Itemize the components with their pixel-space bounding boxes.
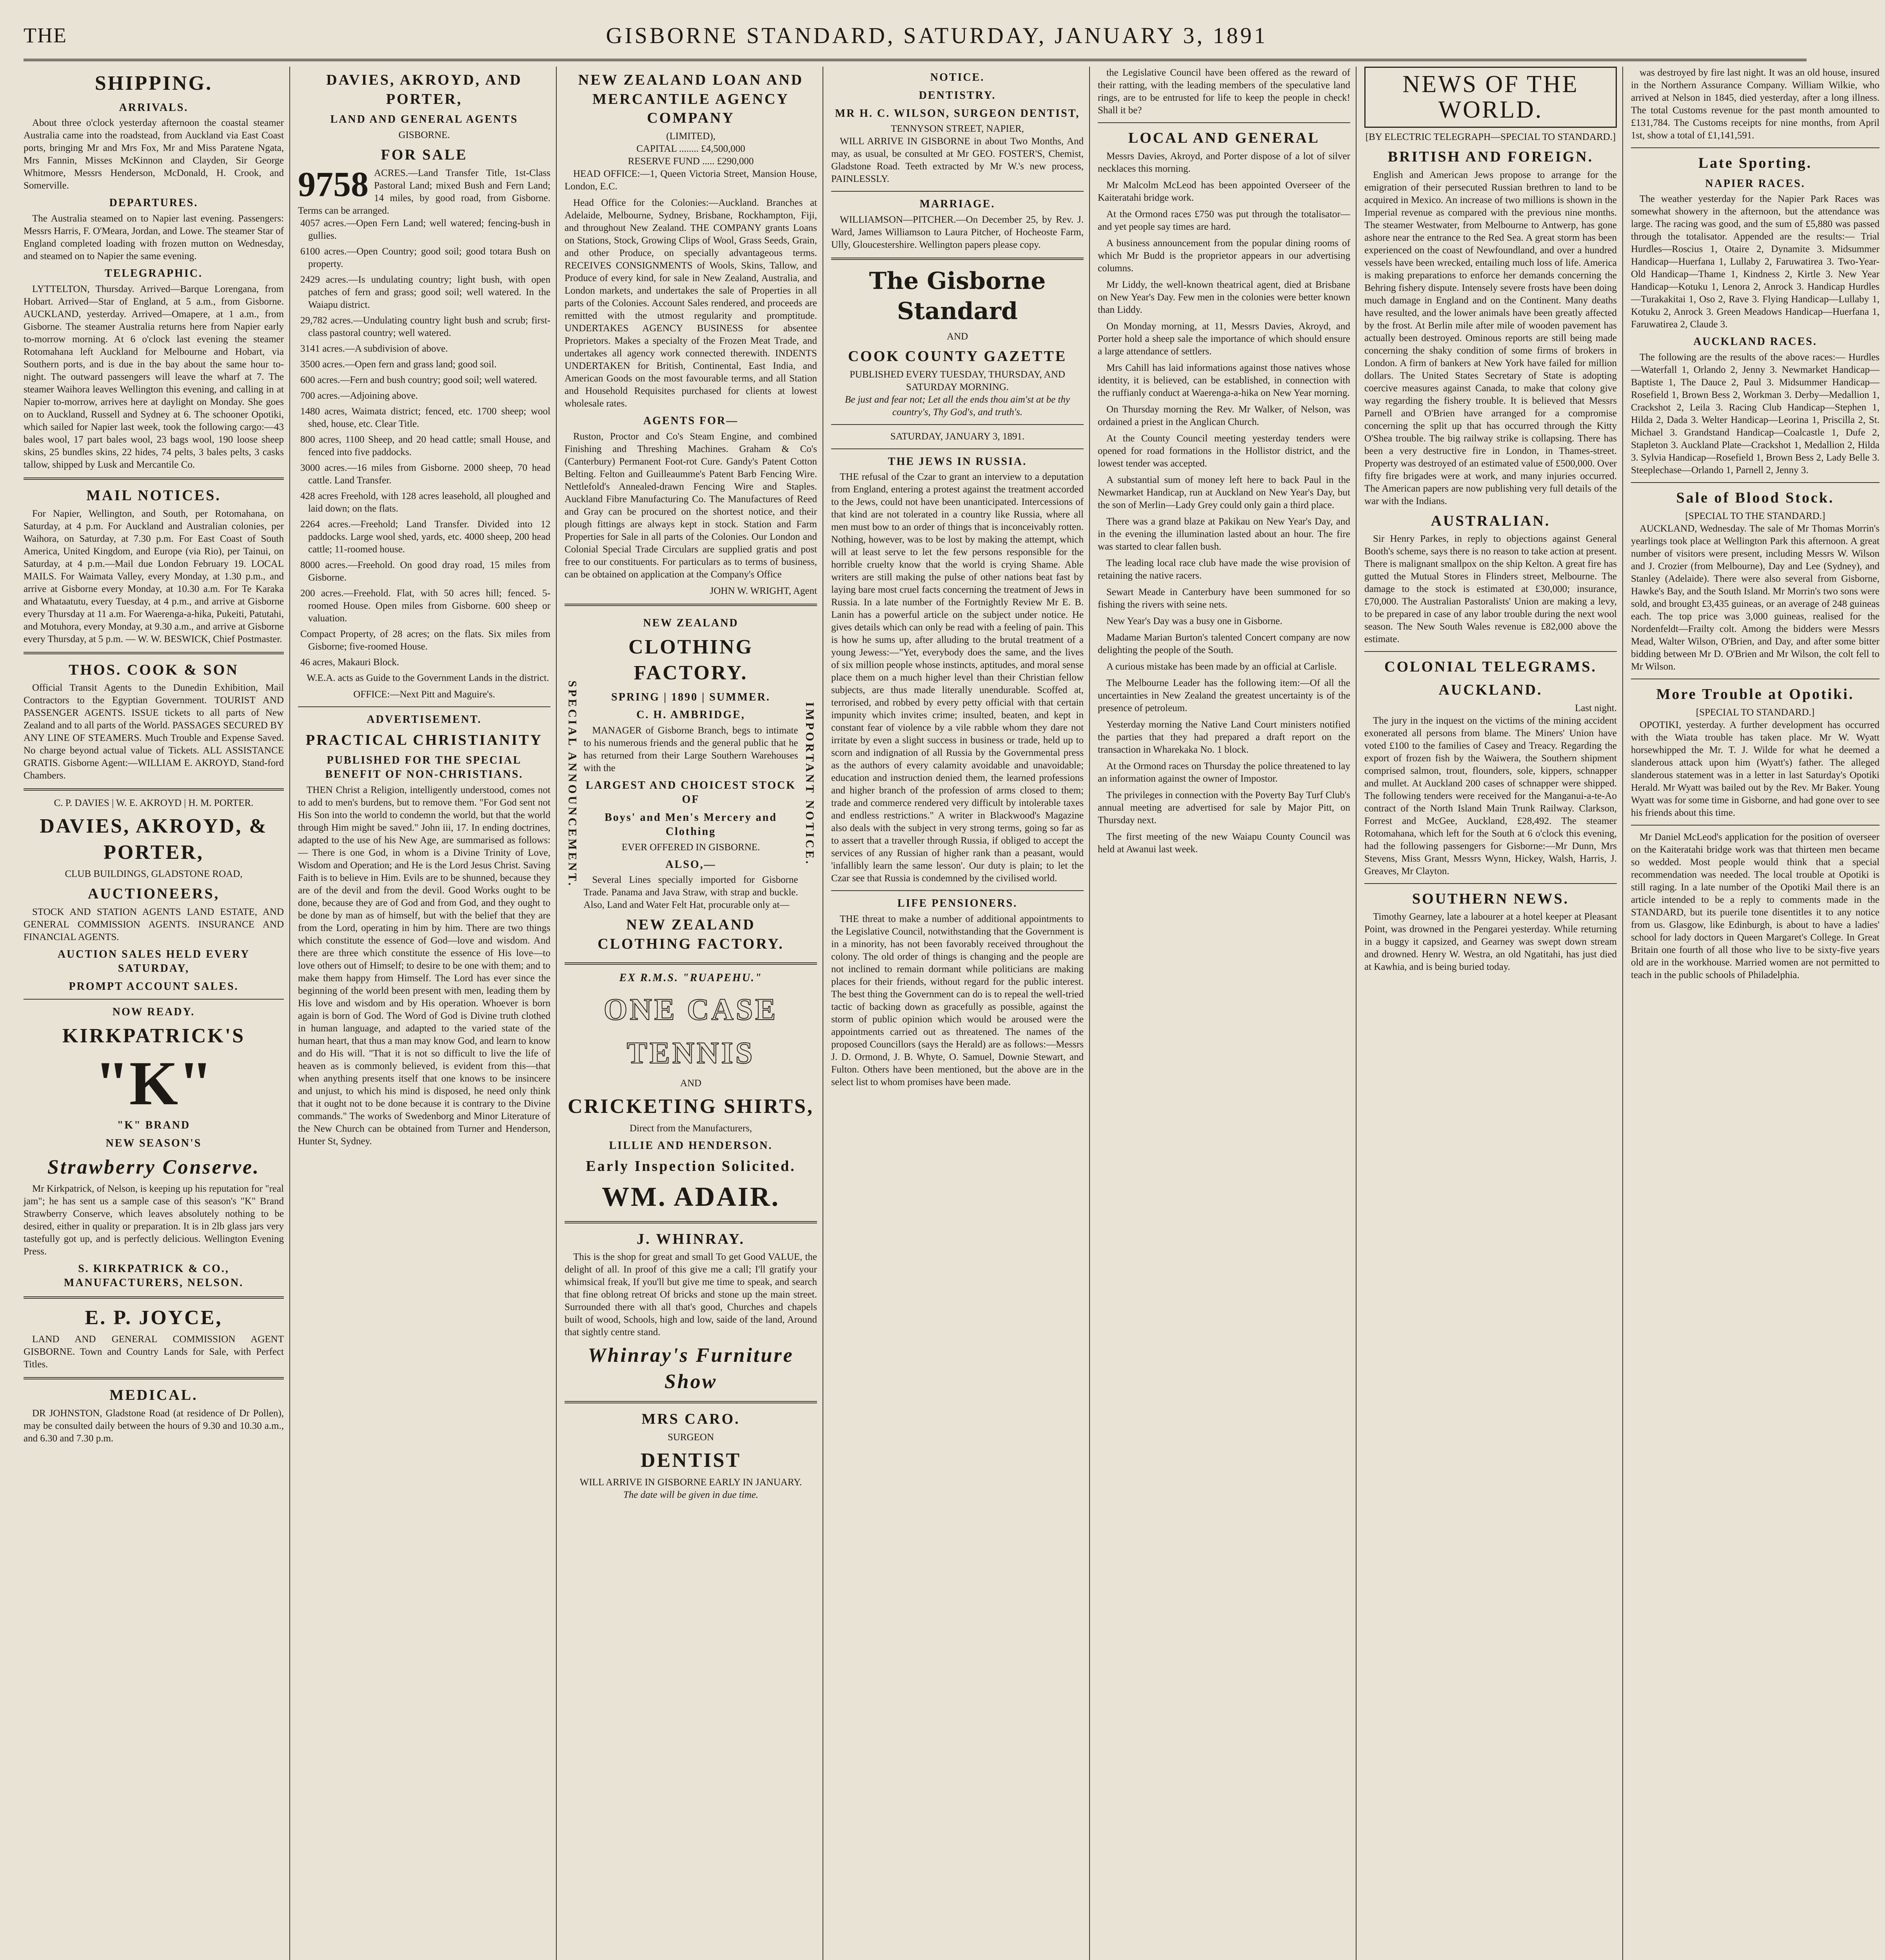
departures-heading: DEPARTURES. bbox=[109, 197, 198, 209]
leader-continued: the Legislative Council have been offered as the reward of their ratting, with the leading members of the speculative land rings, are to be entrusted for life to keep the people in check! Shall it be? bbox=[1098, 67, 1350, 116]
late-sporting-heading: Late Sporting. bbox=[1698, 155, 1812, 171]
local-item: Sewart Meade in Canterbury have been summoned for so fishing the rivers with seine nets. bbox=[1098, 586, 1350, 610]
adair-sign: WM. ADAIR. bbox=[601, 1182, 780, 1212]
joyce-text: LAND AND GENERAL COMMISSION AGENT GISBORNE. Town and Country Lands for Sale, with Perfect Titles. bbox=[24, 1334, 284, 1370]
auckland-races-text: The following are the results of the above races:— Hurdles—Waterfall 1, Orlando 2, Jenny 3. Newmarket Handicap—Baptiste 1, The Dauce 2, Paul 3. Midsummer Handicap—Rosefield 1, Brown Bess 2, Workman 3. Derby—Medallion 1, Crackshot 2, Leila 3. Racing Club Handicap—Stephen 1, Hilda 2, Dada 3. Welter Handicap—Leorina 1, Priscilla 2, St. Michael 3. Grandstand Handicap—Coalcastle 1, Dufe 2, Stapleton 3. Auckland Plate—Crackshot 1, Medallion 2, Hilda 3. Sylvia Handicap—Rosefield 1, Brown Bess 2, Lady Belle 3. Steeplechase—Orlando 1, Parnell 2, Jenny 3. bbox=[1631, 352, 1880, 476]
lot: 600 acres.—Fern and bush country; good soil; well watered. bbox=[300, 374, 538, 385]
ad-label: ADVERTISEMENT. bbox=[367, 713, 482, 726]
kirkpatrick-text: Mr Kirkpatrick, of Nelson, is keeping up his reputation for "real jam"; he has sent us a sample case of this season's "K" Brand Strawberry Conserve, which leaves absolutely nothing to be desired, either in quality or preparation. It is in 2lb glass jars very tastefully got up, and is perfectly delicious. Wellington Evening Press. bbox=[24, 1183, 284, 1257]
paper-motto: Be just and fear not; Let all the ends thou aim'st at be thy country's, Thy God's, and truth's. bbox=[844, 394, 1070, 417]
local-item: There was a grand blaze at Pakikau on New Year's Day, and in the evening the illumination lasted about an hour. The fire was started to clear fallen bush. bbox=[1098, 516, 1350, 552]
divider bbox=[24, 1377, 284, 1379]
divider bbox=[1631, 147, 1880, 148]
divider bbox=[1631, 482, 1880, 483]
clothing-factory: CLOTHING FACTORY. bbox=[628, 635, 754, 684]
local-item: At the County Council meeting yesterday tenders were opened for road formations in the Hollistor district, and the lowest tender was accepted. bbox=[1098, 433, 1350, 469]
local-item: Madame Marian Burton's talented Concert company are now delighting the people of the South. bbox=[1098, 632, 1350, 655]
cook-heading: THOS. COOK & SON bbox=[69, 661, 239, 678]
life-heading: LIFE PENSIONERS. bbox=[897, 897, 1018, 910]
early-inspection: Early Inspection Solicited. bbox=[586, 1158, 796, 1174]
whinray-poem: This is the shop for great and small To get Good VALUE, the delight of all. In proof of this give me a call; I'll gratify your whimsical freak, If you'll but give me time to speak, and search that fine oblong retreat Of bricks and stone up the main street. Surrounded there with all that's good, Churches and chapels built of wood, Schools, high and low, saide of the land, Around that sightly centre stand. bbox=[565, 1252, 817, 1338]
telegraphic-heading: TELEGRAPHIC. bbox=[105, 267, 203, 280]
practical-heading: PRACTICAL CHRISTIANITY bbox=[305, 731, 543, 748]
k-brand-label: "K" BRAND bbox=[117, 1119, 191, 1131]
wea-note: W.E.A. acts as Guide to the Government Lands in the district. bbox=[307, 672, 549, 683]
continued-text: was destroyed by fire last night. It was an old house, insured in the Northern Assurance Company. William Wilkie, who arrived at Nelson in 1845, died yesterday, after a long illness. The total Customs revenue for the past month amounted to £131,784. The Customs receipts for nine months, from April 1st, show a total of £1,141,591. bbox=[1631, 67, 1880, 141]
divider bbox=[24, 788, 284, 791]
medical-heading: MEDICAL. bbox=[109, 1387, 198, 1404]
agents-heading: AGENTS FOR— bbox=[643, 414, 739, 427]
column-5 bbox=[1098, 67, 1357, 1960]
cricketing-shirts: CRICKETING SHIRTS, bbox=[568, 1095, 814, 1118]
nzloan-office: HEAD OFFICE:—1, Queen Victoria Street, Mansion House, London, E.C. bbox=[565, 168, 817, 192]
divider bbox=[565, 604, 817, 606]
local-item: Yesterday morning the Native Land Court ministers notified the parties that they had prepared a draft report on the transaction in Wharekaka No. 1 block. bbox=[1098, 719, 1350, 755]
local-item: The leading local race club have made the wise provision of retaining the native racers. bbox=[1098, 557, 1350, 581]
napier-races-text: The weather yesterday for the Napier Park Races was somewhat showery in the afternoon, but the attendance was large. The racing was good, and the sum of £5,880 was passed through the totalisator. Appended are the results:— Trial Hurdles—Roscius 1, Otaire 2, Dynamite 3. Midsummer Handicap—Huerfana 1, Lullaby 2, Faruwatirea 3. Two-Year-Old Handicap—Thame 1, Kindness 2, Kirtle 3. New Year Handicap—Kotuku 1, Lenora 2, Anrock 3. Handicap Hurdles—Turakakitai 1, Oso 2, Rave 3. Flying Handicap—Lullaby 1, Kotuku 2, Anrock 3. Green Meadows Handicap—Huerfana 1, Faruwatirea 2, Claude 3. bbox=[1631, 194, 1880, 330]
life-text: THE threat to make a number of additional appointments to the Legislative Council, notwithstanding that the Government is in a minority, has not been favorably received throughout the colony. The old order of things is changing and the people are not inclined to remain dormant while politicians are making places for their friends, without regard for the public interest. The best thing the Government can do is to repeal the well-tried tactic of backing down as gracefully as possible, against the storm of public opinion which would be aroused were the appointments carried out as threatened. The names of the proposed Councillors (says the Herald) are as follows:—Messrs J. D. Ormond, J. B. Whyte, O. Samuel, Downie Stewart, and Fulton. Others have been mentioned, but the above are in the select list to whom promises have been made. bbox=[831, 914, 1084, 1088]
column-2 bbox=[298, 67, 557, 1960]
dap-heading: DAVIES, AKROYD, & PORTER, bbox=[40, 815, 268, 864]
joyce-heading: E. P. JOYCE, bbox=[85, 1306, 223, 1329]
now-ready: NOW READY. bbox=[112, 1006, 195, 1018]
divider bbox=[565, 1401, 817, 1403]
medical-text: DR JOHNSTON, Gladstone Road (at residence of Dr Pollen), may be consulted daily between the hours of 9.30 and 10.30 a.m., and 6.30 and 7.30 p.m. bbox=[24, 1408, 284, 1444]
local-item: On Thursday morning the Rev. Mr Walker, of Nelson, was ordained a priest in the Anglican Church. bbox=[1098, 404, 1350, 427]
divider bbox=[1364, 651, 1617, 652]
ambridge: C. H. AMBRIDGE, bbox=[636, 709, 745, 721]
paper-title: The Gisborne Standard bbox=[869, 267, 1046, 325]
local-item: Mr Liddy, the well-known theatrical agent, died at Brisbane on New Year's Day. Few men in the colonies were better known than Liddy. bbox=[1098, 279, 1350, 315]
southern-heading: SOUTHERN NEWS. bbox=[1412, 890, 1569, 907]
auction-sales: AUCTION SALES HELD EVERY SATURDAY, bbox=[57, 948, 250, 975]
divider bbox=[565, 962, 817, 965]
special-standard: [SPECIAL TO THE STANDARD.] bbox=[1685, 510, 1825, 521]
marriage-text: WILLIAMSON—PITCHER.—On December 25, by Rev. J. Ward, James Williamson to Laura Pitcher, of Hocheoste Farm, Ully, Gloucestershire. Wellington papers please copy. bbox=[831, 214, 1084, 250]
and-label: AND bbox=[680, 1078, 702, 1089]
lot: 3000 acres.—16 miles from Gisborne. 2000 sheep, 70 head cattle. Land Transfer. bbox=[300, 462, 550, 486]
column-3 bbox=[565, 67, 823, 1960]
caro-arrival: WILL ARRIVE IN GISBORNE EARLY IN JANUARY. bbox=[579, 1477, 802, 1488]
nzloan-heading: NEW ZEALAND LOAN AND MERCANTILE AGENCY COMPANY bbox=[578, 72, 804, 127]
cook-text: Official Transit Agents to the Dunedin Exhibition, Mail Contractors to the Egyptian Government. TOURIST AND PASSENGER AGENTS. ISSUE tickets to all parts of New Zealand and to all parts of the World. PASSAGES SECURED BY ANY LINE OF STEAMERS. Much Trouble and Expense Saved. No charge beyond actual value of Tickets. ALL ASSISTANCE GRATIS. Gisborne Agent:—WILLIAM E. AKROYD, Stand-ford Chambers. bbox=[24, 682, 284, 781]
paper-and: AND bbox=[946, 331, 968, 342]
clothing-nz: NEW ZEALAND bbox=[643, 617, 739, 629]
australian-text: Sir Henry Parkes, in reply to objections against General Booth's scheme, says there is no reason to take action at present. There is malignant smallpox on the ship Kelton. A great fire has gutted the Mutual Stores in Flinders street, Melbourne. The damage to the stock is estimated at £30,000; insurance, £70,000. The Australian Pastoralists' Union are making a levy, to be prepared in case of any labor trouble during the next wool season. The New South Wales revenue is £82,000 above the estimate. bbox=[1364, 534, 1617, 645]
masthead-title: GISBORNE STANDARD, SATURDAY, JANUARY 3, 1891 bbox=[606, 22, 1268, 48]
masthead-left: THE bbox=[24, 24, 67, 47]
divider bbox=[24, 477, 284, 480]
tail-text: Mr Daniel McLeod's application for the position of overseer on the Kaiteratahi bridge work was that thirteen men became so wedded. Most people would think that a special recommendation was needed. The local trouble at Opotiki is still raging. In a late number of the Opotiki Mail there is an article intended to be a reply to comments made in the STANDARD, but its puerile tone disentitles it to any notice from us. Glasgow, like Edinburgh, is about to have a ladies' school for lady doctors in Queen Margaret's College. In Great Britain one fourth of all those who live to be sixty-five years old are in the workhouse. Married women are not permitted to teach in the public schools of Philadelphia. bbox=[1631, 831, 1880, 980]
masthead bbox=[24, 12, 1807, 61]
divider bbox=[831, 258, 1084, 260]
new-season: NEW SEASON'S bbox=[105, 1137, 202, 1149]
local-item: The privileges in connection with the Poverty Bay Turf Club's annual meeting are advertised for sale by Major Pitt, on Thursday next. bbox=[1098, 789, 1350, 826]
dap2-sub: LAND AND GENERAL AGENTS bbox=[330, 113, 518, 126]
local-item: A curious mistake has been made by an official at Carlisle. bbox=[1106, 661, 1337, 672]
lot: 46 acres, Makauri Block. bbox=[300, 657, 400, 668]
marriage-heading: MARRIAGE. bbox=[919, 198, 995, 211]
local-general-heading: LOCAL AND GENERAL bbox=[1128, 130, 1320, 146]
leader-text: THE refusal of the Czar to grant an interview to a deputation from England, entering a protest against the treatment accorded to the Jews, could not have been unanticipated. Intercessions of that kind are not tolerated in a country like Russia, where all men must bow to an order of things that is inconceivably rotten. Nothing, however, was to be lost by making the attempt, which will at least serve to let the few persons responsible for the horrible cruelty know that the world is crying Shame. Able writers are still making the pulse of other nations beat fast by laying bare most cruel facts concerning the treatment of Jews in Russia. In a late number of the Fortnightly Review Mr E. B. Lanin has a powerful article on the subject under notice. He gives details which can only be read with a feeling of pain. This is how he sums up, after alluding to the brutal treatment of a young Jewess:—"Yet, everybody does the same, and the lives of six million people whose instincts, aptitudes, and moral sense place them on a much higher level than their Christian fellow subjects, are thus made literally unendurable. Scoffed at, terrorised, and robbed by every petty official with that certain impunity which invites crime; insulted, beaten, and kept in constant fear of violence by a vile rabble whom they dare not irritate by even a slight success in business or trade, held up to scorn and indignation of all Russia by the Governmental press as the authors of every calamity avoidable and unavoidable; education and instruction denied them, the learned professions and higher branch of the profession of arms closed to them; trade and commerce rendered very difficult by intolerable taxes and endless restrictions." A writer in Blackwood's Magazine also deals with the subject in very strong terms, going so far as to assert that a traveller through Russia, if obliged to accept the services of any Russian of higher rank than a peasant, would 'infallibly learn the same lesson'. Our duty is plain; to let the Czar see that Russia is condemned by the civilised world. bbox=[831, 472, 1084, 884]
lot: 4057 acres.—Open Fern Land; well watered; fencing-bush in gullies. bbox=[300, 218, 550, 241]
arrivals-text: About three o'clock yesterday afternoon the coastal steamer Australia came into the roadstead, from Auckland via East Coast ports, bringing Mr and Mrs Fox, Mr and Miss Paratene Ngata, Mrs Fannin, Misses McKinnon and Clayden, Sir George Whitmore, Messrs Henderson, McDonald, H. Crook, and Somerville. bbox=[24, 118, 284, 191]
divider bbox=[24, 999, 284, 1000]
lot: 3141 acres.—A subdivision of above. bbox=[300, 343, 448, 354]
divider bbox=[1364, 883, 1617, 884]
column-6 bbox=[1364, 67, 1623, 1960]
nzloan-text: Head Office for the Colonies:—Auckland. Branches at Adelaide, Melbourne, Sydney, Brisbane, Rockhampton, Fiji, and throughout New Zealand. THE COMPANY grants Loans on Stations, Stock, Growing Clips of Wool, Grass Seeds, Grain, and other Produce, on specially advantageous terms. RECEIVES CONSIGNMENTS of Wools, Skins, Tallow, and Produce of every kind, for sale in New Zealand, Australia, and London markets, and undertakes the sale of Properties in all parts of the Colonies. Account Sales rendered, and proceeds are remitted with the utmost regularity and promptitude. UNDERTAKES AGENCY BUSINESS for absentee Proprietors. Makes a specialty of the Frozen Meat Trade, and undertakes all agency work connected therewith. INDENTS UNDERTAKEN for British, Continental, East India, and American Goods on the most favourable terms, and all Station and Household Requisites purchased for clients at lowest wholesale rates. bbox=[565, 197, 817, 409]
spring-summer: SPRING | 1890 | SUMMER. bbox=[611, 691, 770, 703]
wright-sign: JOHN W. WRIGHT, Agent bbox=[710, 585, 817, 596]
local-item: On Monday morning, at 11, Messrs Davies, Akroyd, and Porter hold a sheep sale the importance of which should ensure a large attendance of settlers. bbox=[1098, 321, 1350, 357]
caro-heading: MRS CARO. bbox=[641, 1411, 740, 1428]
divider bbox=[831, 424, 1084, 425]
office-note: OFFICE:—Next Pitt and Maguire's. bbox=[353, 689, 495, 700]
special-standard-2: [SPECIAL TO STANDARD.] bbox=[1696, 707, 1815, 718]
prompt-sales: PROMPT ACCOUNT SALES. bbox=[69, 980, 239, 993]
practical-sub: PUBLISHED FOR THE SPECIAL BENEFIT OF NON-CHRISTIANS. bbox=[325, 754, 523, 780]
divider bbox=[831, 448, 1084, 449]
local-item: The first meeting of the new Waiapu County Council was held at Awanui last week. bbox=[1098, 831, 1350, 855]
one-case: ONE CASE bbox=[603, 992, 778, 1026]
lot: 8000 acres.—Freehold. On good dray road, 15 miles from Gisborne. bbox=[300, 559, 550, 583]
lot: 3500 acres.—Open fern and grass land; good soil. bbox=[300, 359, 497, 370]
dap2-place: GISBORNE. bbox=[398, 130, 450, 141]
lot: 2264 acres.—Freehold; Land Transfer. Divided into 12 paddocks. Large wool shed, yards, etc. 4000 sheep, 200 head cattle; 11-roomed house. bbox=[300, 519, 550, 555]
lot: 1480 acres, Waimata district; fenced, etc. 1700 sheep; wool shed, house, etc. Clear Title. bbox=[300, 406, 550, 429]
nzloan-reserve: RESERVE FUND ..... £290,000 bbox=[628, 156, 754, 167]
local-item: New Year's Day was a busy one in Gisborne. bbox=[1106, 615, 1282, 626]
dap-partners: C. P. DAVIES | W. E. AKROYD | H. M. PORTER. bbox=[54, 798, 254, 809]
caro-dentist: DENTIST bbox=[640, 1449, 741, 1472]
auckland-races-heading: AUCKLAND RACES. bbox=[1693, 336, 1817, 348]
lot: 200 acres.—Freehold. Flat, with 50 acres hill; fenced. 5-roomed House. Open miles from Gisborne. 600 sheep or valuation. bbox=[300, 588, 550, 624]
paper-published: PUBLISHED EVERY TUESDAY, THURSDAY, AND SATURDAY MORNING. bbox=[850, 369, 1065, 392]
caro-surgeon: SURGEON bbox=[667, 1432, 714, 1443]
jews-heading: THE JEWS IN RUSSIA. bbox=[888, 455, 1027, 468]
wilson-text: WILL ARRIVE IN GISBORNE in about Two Months, And may, as usual, be consulted at Mr GEO. FOSTER'S, Chemist, Gladstone Road. Teeth extracted by Mr W.'s new process, PAINLESSLY. bbox=[831, 136, 1084, 185]
sermon-text: THEN Christ a Religion, intelligently understood, comes not to add to men's burdens, but to remove them. "For God sent not His Son into the world to condemn the world, but that the world through Him might be saved." John iii, 17. In ending doctrines, adapted to the use of his New Age, are summarised as follows:— There is one God, in whom is a Divine Trinity of Love, Wisdom and Operation; and He is the Lord Jesus Christ. Saving Faith is to believe in Him. Evils are to be shunned, because they are of the devil and from the devil. Good Works ought to be done, because they are of God and from God, and they ought to be done by man as of himself, but with the belief that they are from the Lord, operating in him by him. There are two things which constitute the essence of God—love and wisdom. And there are three which constitute the essence of His love—to love others out of Himself; to desire to be one with them; and to make them happy from Himself. The Lord has ever since the beginning of the world been present with men, leading them by His love and wisdom and by His operation. Whoever is born again is born of God. The Word of God is Divine truth clothed in human language, and adapted to the varied state of the human heart, that thus a man may know God, and learn to know and do His will. "That it is not so difficult to live the life of heaven as is commonly believed, is evident from this—that when anything presents itself that one knows to be insincere and unjust, to which his mind is disposed, he need only think that it ought not to be done because it is contrary to the Divine commands." The works of Swedenborg and Minor Literature of the New Church can be obtained from Turner and Henderson, Hunter St, Sydney. bbox=[298, 784, 550, 1147]
southern-text: Timothy Gearney, late a labourer at a hotel keeper at Pleasant Point, was drowned in the Pengarei yesterday. While returning in a buggy it capsized, and Gearney was swept down stream and drowned. Henry W. Westra, an old Ngatitahi, has just died at Kawhia, and is being buried today. bbox=[1364, 911, 1617, 973]
dap-address: CLUB BUILDINGS, GLADSTONE ROAD, bbox=[65, 869, 243, 880]
last-night: Last night. bbox=[1575, 702, 1617, 713]
kirkpatrick-company: S. KIRKPATRICK & CO., MANUFACTURERS, NELSON. bbox=[64, 1263, 244, 1289]
ever-offered: EVER OFFERED IN GISBORNE. bbox=[621, 842, 760, 853]
local-item: Messrs Davies, Akroyd, and Porter dispose of a lot of silver necklaces this morning. bbox=[1098, 151, 1350, 174]
local-item: At the Ormond races on Thursday the police threatened to lay an information against the owner of Impostor. bbox=[1098, 760, 1350, 784]
dentistry-heading: DENTISTRY. bbox=[919, 89, 996, 102]
column-7 bbox=[1631, 67, 1885, 1960]
news-banner bbox=[1364, 67, 1617, 128]
local-item: A substantial sum of money left here to back Paul in the Newmarket Handicap, run at Auckland on New Year's Day, but the son of Merlin—Lady Grey could only gain a third place. bbox=[1098, 474, 1350, 510]
largest-stock: LARGEST AND CHOICEST STOCK OF bbox=[585, 779, 796, 806]
direct-from: Direct from the Manufacturers, bbox=[629, 1123, 752, 1134]
lillie-henderson: LILLIE AND HENDERSON. bbox=[609, 1139, 773, 1152]
also-text: Several Lines specially imported for Gisborne Trade. Panama and Java Straw, with strap and buckle. Also, Land and Water Felt Hat, procurable only at— bbox=[583, 875, 798, 911]
sale-blood-text: AUCKLAND, Wednesday. The sale of Mr Thomas Morrin's yearlings took place at Wellington Park this afternoon. A great number of visitors were present, including Messrs W. Wilson and J. Crozier (from Melbourne), Day and Lee (Sydney), and Stanley (Adelaide). There were also several from Gisborne, Hawke's Bay, and the South Island. Mr Morrin's two sons were sold, and brought £3,435 guineas, or an average of 248 guineas each. The top price was 3,000 guineas, realised for the Nordenfeldt—Frailty colt. Among the bidders were Messrs Mead, Walter Wilson, O'Brien, and Day, and after some bitter bidding between Mr D. O'Brien and Mr Wilson, the colt fell to Mr Wilson. bbox=[1631, 523, 1880, 672]
divider bbox=[831, 191, 1084, 192]
divider bbox=[24, 652, 284, 654]
lot: 700 acres.—Adjoining above. bbox=[300, 390, 418, 401]
shipping-heading: SHIPPING. bbox=[94, 72, 213, 94]
lot: 6100 acres.—Open Country; good soil; good totara Bush on property. bbox=[300, 246, 550, 269]
sale-blood-heading: Sale of Blood Stock. bbox=[1676, 490, 1834, 506]
divider bbox=[565, 1221, 817, 1223]
caro-date-note: The date will be given in due time. bbox=[623, 1489, 759, 1500]
divider bbox=[1098, 122, 1350, 123]
whinray-heading: J. WHINRAY. bbox=[637, 1230, 745, 1247]
lot-featured bbox=[298, 167, 550, 217]
auctioneers-heading: AUCTIONEERS, bbox=[87, 886, 220, 902]
special-announcement: SPECIAL ANNOUNCEMENT. bbox=[566, 680, 579, 888]
also-label: ALSO,— bbox=[665, 858, 716, 871]
lot: 2429 acres.—Is undulating country; light bush, with open patches of fern and grass; good soil; well watered. In the Waiapu district. bbox=[300, 274, 550, 310]
conserve-heading: Strawberry Conserve. bbox=[47, 1156, 260, 1178]
nzloan-limited: (LIMITED), bbox=[666, 131, 716, 142]
boys-mens: Boys' and Men's Mercery and Clothing bbox=[605, 811, 777, 838]
australian-heading: AUSTRALIAN. bbox=[1431, 512, 1551, 529]
agents-text: Ruston, Proctor and Co's Steam Engine, and combined Finishing and Threshing Machines. Graham & Co's (Canterbury) Permanent Foot-rot Cure. Gandy's Patent Cotton Belting. Felton and Guilleaumme's Patent Barb Fencing Wire. Nettlefold's Annealed-drawn Fencing Wire and Staples. Auckland Fibre Manufacturing Co. The Manufactures of Reed and Gray can be procured on the shortest notice, and their plough fittings are always kept in stock. Station and Farm Properties for Sale in all parts of the Colonies. Our London and Colonial Special Trade Circulars are supplied gratis and post free to our constituents. For particulars as to terms of business, can be obtained on application at the Company's Office bbox=[565, 431, 817, 580]
local-item: The Melbourne Leader has the following item:—Of all the uncertainties in New Zealand the greatest uncertainty is of the presence of petroleum. bbox=[1098, 677, 1350, 713]
tennis: TENNIS bbox=[627, 1036, 755, 1070]
news-world-heading: NEWS OF THE WORLD. bbox=[1402, 71, 1579, 123]
british-text: English and American Jews propose to arrange for the emigration of their persecuted Russian brethren to land to be acquired in Mexico. An increase of two millions is shown in the Imperial revenue as compared with the previous nine months. The steamer Westwater, from Melbourne to Antwerp, has gone ashore near the entrance to the Red Sea. A great storm has been experienced on the coast of Newfoundland, and over a hundred vessels have been wrecked, entailing much loss of life. America is making preparations to enforce her demands concerning the Behring fishery dispute. Intensely severe frosts have been doing much damage in England and on the Continent. Many deaths have resulted, and the lower animals have been greatly affected by the frost. At Berlin mile after mile of wooden pavement has actually been destroyed. Ominous reports are still being made concerning the shaky condition of some firms of brokers in London. A firm of bankers at New York have failed for million dollars. The United States Secretary of State is adopting coercive measures against Canada, to make that colony give way regarding the fishery trouble. It is believed that Messrs Parnell and O'Brien have arranged for a compromise concerning the split up that has occurred through the Kitty O'Shea trouble. The big railway strike is collapsing. There has been a very destructive fire in London, in Thames-street. Property was destroyed of an estimated value of £500,000. Over fifty fire brigades were at work, and many injuries occurred. The American papers are now publishing very full details of the war with the Indians. bbox=[1364, 169, 1617, 506]
dap2-heading: DAVIES, AKROYD, AND PORTER, bbox=[326, 72, 522, 107]
column-1 bbox=[24, 67, 290, 1960]
local-item: At the Ormond races £750 was put through the totalisator—and yet people say times are hard. bbox=[1098, 209, 1350, 232]
important-notice: IMPORTANT NOTICE. bbox=[803, 702, 816, 866]
newspaper-page bbox=[24, 67, 1880, 1960]
local-item: A business announcement from the popular dining rooms of which Mr Budd is the proprietor appears in our advertising columns. bbox=[1098, 238, 1350, 274]
lot-featured-text: ACRES.—Land Transfer Title, 1st-Class Pastoral Land; mixed Bush and Fern Land; 14 miles, by good road, from Gisborne. Terms can be arranged. bbox=[298, 167, 550, 216]
notice-heading: NOTICE. bbox=[930, 71, 985, 83]
nzloan-capital: CAPITAL ........ £4,500,000 bbox=[636, 143, 745, 154]
nz-clothing-sign: NEW ZEALAND CLOTHING FACTORY. bbox=[597, 916, 784, 953]
auctioneers-text: STOCK AND STATION AGENTS LAND ESTATE, AND GENERAL COMMISSION AGENTS. INSURANCE AND FINANCIAL AGENTS. bbox=[24, 907, 284, 942]
ex-rms: EX R.M.S. "RUAPEHU." bbox=[619, 971, 763, 984]
k-brand-mark: "K" bbox=[94, 1048, 213, 1118]
furniture-show: Whinray's Furniture Show bbox=[588, 1344, 794, 1393]
departures-text: The Australia steamed on to Napier last evening. Passengers: Messrs Harris, F. O'Meara, Jordan, and Lowe. The steamer Star of England completed loading with frozen mutton on Wednesday, and steamed on to Napier the same evening. bbox=[24, 213, 284, 262]
wilson-name: MR H. C. WILSON, SURGEON DENTIST, bbox=[835, 107, 1080, 120]
colonial-heading: COLONIAL TELEGRAMS. bbox=[1384, 659, 1597, 675]
kirkpatrick-heading: KIRKPATRICK'S bbox=[62, 1025, 245, 1047]
arrivals-heading: ARRIVALS. bbox=[119, 101, 189, 114]
wilson-address: TENNYSON STREET, NAPIER, bbox=[891, 123, 1024, 134]
lot: 800 acres, 1100 Sheep, and 20 head cattle; small House, and fenced into five paddocks. bbox=[300, 434, 550, 457]
opotiki-heading: More Trouble at Opotiki. bbox=[1656, 686, 1854, 702]
lot: 428 acres Freehold, with 128 acres leasehold, all ploughed and laid down; on the flats. bbox=[300, 490, 550, 514]
auckland-heading: AUCKLAND. bbox=[1438, 682, 1543, 699]
telegraphic-text: LYTTELTON, Thursday. Arrived—Barque Lorengana, from Hobart. Arrived—Star of England, at 5 a.m., from Gisborne. AUCKLAND, yesterday. Arrived—Omapere, at 1 a.m., from Gisborne. The steamer Australia returns here from Napier early to-morrow morning. At 6 o'clock last evening the steamer Rotomahana left Auckland for Melbourne and Hobart, via Southern ports, and is due in the bay about the same hour to-night. The outward passengers will leave the wharf at 7. The steamer Waihora leaves Wellington this evening, and calling in at Napier to-morrow, arrives here at daylight on Monday. She goes on to Auckland, Russell and Sydney at 6. The schooner Opotiki, which sailed for Napier last week, took the following cargo:—43 bales wool, 17 part bales wool, 23 bags wool, 190 loose sheep skins, 25 bundles skins, 22 hides, 74 pelts, 3 bales pelts, 3 casks tallow, shipped by Lusk and Mercantile Co. bbox=[24, 284, 284, 470]
ambridge-text: MANAGER of Gisborne Branch, begs to intimate to his numerous friends and the general public that he has returned from their Large Southern Warehouses with the bbox=[583, 725, 798, 774]
paper-gazette: COOK COUNTY GAZETTE bbox=[848, 348, 1067, 365]
for-sale: FOR SALE bbox=[381, 147, 468, 163]
divider bbox=[831, 890, 1084, 891]
lot-featured-acres: 9758 bbox=[298, 165, 369, 204]
clothing-body bbox=[583, 612, 798, 956]
mail-text: For Napier, Wellington, and South, per Rotomahana, on Saturday, at 4 p.m. For Auckland and Australian colonies, per Waihora, on Saturday, at 7.30 p.m. For East Coast of South America, United Kingdom, and Europe (via Rio), per Tainui, on Saturday, at 4 p.m.—Mail due London February 19. LOCAL MAILS. For Waimata Valley, every Monday, at 1.30 p.m., and arrive at Gisborne every Monday, at 10.30 a.m. For Te Karaka and Whataatutu, every Tuesday, at 4 p.m., and arrive at Gisborne every Thursday at 11 a.m. For Waerenga-a-hika, Pukeiti, Patutahi, and Motuhora, every Monday, at 9.30 a.m., and arrive at Gisborne every Thursday, at 5 p.m. — W. W. BESWICK, Chief Postmaster. bbox=[24, 508, 284, 644]
divider bbox=[1631, 825, 1880, 826]
british-foreign-heading: BRITISH AND FOREIGN. bbox=[1387, 149, 1594, 165]
local-item: Mr Malcolm McLeod has been appointed Overseer of the Kaiteratahi bridge work. bbox=[1098, 180, 1350, 203]
mail-heading: MAIL NOTICES. bbox=[86, 487, 221, 504]
napier-races-heading: NAPIER RACES. bbox=[1705, 177, 1805, 190]
lot: 29,782 acres.—Undulating country light bush and scrub; first-class pastoral country; well watered. bbox=[300, 315, 550, 338]
auckland-text: The jury in the inquest on the victims of the mining accident exonerated all persons from blame. The Miners' Union have voted £100 to the families of Casey and Treacy. Regarding the export of frozen fish by the Waiwera, the Southern shipment comprised salmon, trout, flounders, sole, kippers, schnapper and mullet. At Auckland 200 cases of schnapper were shipped. The following tenders were received for the Manganui-a-te-Ao contract of the North Island Main Trunk Railway. Clarkson, Forrest and McGee, Auckland, £28,492. The steamer Rotomahana, which left for the South at 6 o'clock this evening, had the following passengers for Gisborne:—Mr Dunn, Mrs Stevens, Miss Grant, Messrs Wynn, Hickey, Walsh, Harris, J. Greaves, Mr Clayton. bbox=[1364, 715, 1617, 877]
clothing-ad bbox=[565, 612, 817, 956]
divider bbox=[24, 1296, 284, 1299]
paper-date: SATURDAY, JANUARY 3, 1891. bbox=[890, 431, 1025, 442]
by-telegraph: [BY ELECTRIC TELEGRAPH—SPECIAL TO STANDARD.] bbox=[1365, 132, 1616, 143]
lot: Compact Property, of 28 acres; on the flats. Six miles from Gisborne; five-roomed House. bbox=[300, 628, 550, 652]
opotiki-text: OPOTIKI, yesterday. A further development has occurred with the Wiata trouble has taken place. Mr W. Wyatt horsewhipped the Mr. T. J. Wilde for what he deemed a slanderous attack upon him (Wyatt's) father. The alleged slanderous statement was in a letter in last Saturday's Opotiki Herald. Mr Wyatt was bailed out by the Rev. Mr Baker. Young Wyatt was for some time in Gisborne, and had gone over to see his friends about this time. bbox=[1631, 719, 1880, 818]
divider bbox=[298, 706, 550, 707]
local-item: Mrs Cahill has laid informations against those natives whose identity, it is believed, can be established, in connection with the ruffianly conduct at Waerenga-a-hika on New Year morning. bbox=[1098, 362, 1350, 398]
column-4 bbox=[831, 67, 1090, 1960]
